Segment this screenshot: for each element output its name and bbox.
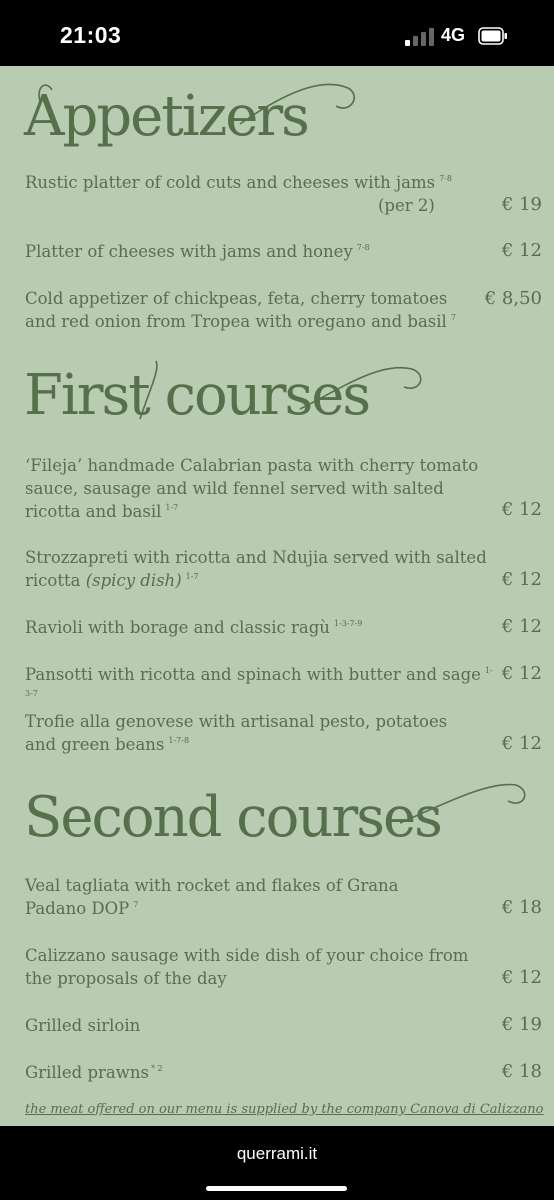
item-name: Grilled prawns (25, 1063, 149, 1082)
item-name: Calizzano sausage with side dish of your choice from the proposals of the day (25, 946, 469, 988)
item-allergens: 1-7 (185, 572, 199, 581)
appetizers-title: Appetizers (24, 84, 308, 149)
status-bar (0, 0, 554, 66)
home-indicator[interactable] (206, 1186, 347, 1191)
battery-icon (478, 27, 508, 45)
item-allergens: 1-3-7 (25, 666, 493, 698)
item-name: Rustic platter of cold cuts and cheeses with jams (25, 173, 436, 192)
item-name: Grilled sirloin (25, 1016, 141, 1035)
item-name: Trofie alla genovese with artisanal pesto, potatoes and green beans (25, 712, 448, 754)
item-price: € 12 (501, 240, 542, 261)
menu-item (25, 944, 485, 990)
menu-item (25, 616, 465, 639)
item-allergens: 1-7 (165, 503, 179, 512)
item-name: Veal tagliata with rocket and flakes of Grana Padano DOP (25, 876, 399, 918)
item-price: € 8,50 (484, 288, 542, 309)
second-courses-title: Second courses (24, 785, 441, 850)
menu-item (25, 710, 485, 756)
item-name: Cold appetizer of chickpeas, feta, cherry tomatoes and red onion from Tropea with oregano and basil (25, 289, 448, 331)
menu-item (25, 874, 465, 920)
item-name: Pansotti with ricotta and spinach with butter and sage (25, 665, 481, 684)
menu-page (0, 66, 554, 1126)
item-price: € 12 (501, 616, 542, 637)
menu-item (25, 546, 495, 592)
browser-bar (0, 1126, 554, 1200)
menu-item (25, 1014, 465, 1037)
second-courses-heading (0, 771, 554, 891)
menu-item (25, 171, 465, 217)
item-allergens: 7 (133, 900, 139, 909)
item-allergens: 7-8 (356, 243, 370, 252)
item-name: ‘Fileja’ handmade Calabrian pasta with cherry tomato sauce, sausage and wild fennel served with salted ricotta and basil (25, 456, 479, 521)
item-price: € 19 (501, 1014, 542, 1035)
item-price: € 12 (501, 569, 542, 590)
item-name: Ravioli with borage and classic ragù (25, 618, 330, 637)
item-subtext: (per 2) (378, 196, 435, 215)
item-price: € 18 (501, 897, 542, 918)
first-courses-heading (0, 349, 554, 469)
first-courses-title: First courses (24, 363, 370, 428)
appetizers-heading (0, 66, 554, 186)
item-allergens: * 2 (150, 1064, 163, 1073)
cellular-signal-icon (405, 28, 435, 46)
item-note: (spicy dish) (85, 571, 182, 590)
menu-item (25, 287, 485, 333)
address-bar[interactable]: querrami.it (236, 1144, 318, 1163)
item-price: € 18 (501, 1061, 542, 1082)
menu-item (25, 1061, 465, 1084)
menu-item (25, 454, 495, 523)
item-price: € 12 (501, 967, 542, 988)
menu-item (25, 240, 465, 263)
item-name: Platter of cheeses with jams and honey (25, 242, 353, 261)
item-name: Strozzapreti with ricotta and Ndujia served with salted ricotta (25, 548, 487, 590)
item-allergens: 1-7-8 (168, 736, 190, 745)
status-time: 21:03 (60, 22, 122, 48)
item-allergens: 1-3-7-9 (333, 619, 363, 628)
item-allergens: 7 (450, 313, 456, 322)
supplier-footnote: the meat offered on our menu is supplied by the company Canova di Calizzano (25, 1102, 544, 1117)
network-type: 4G (441, 25, 466, 45)
item-allergens: 7-8 (439, 174, 452, 183)
item-price: € 12 (501, 733, 542, 754)
item-price: € 19 (501, 194, 542, 215)
menu-item (25, 663, 495, 709)
item-price: € 12 (501, 499, 542, 520)
item-price: € 12 (501, 663, 542, 684)
